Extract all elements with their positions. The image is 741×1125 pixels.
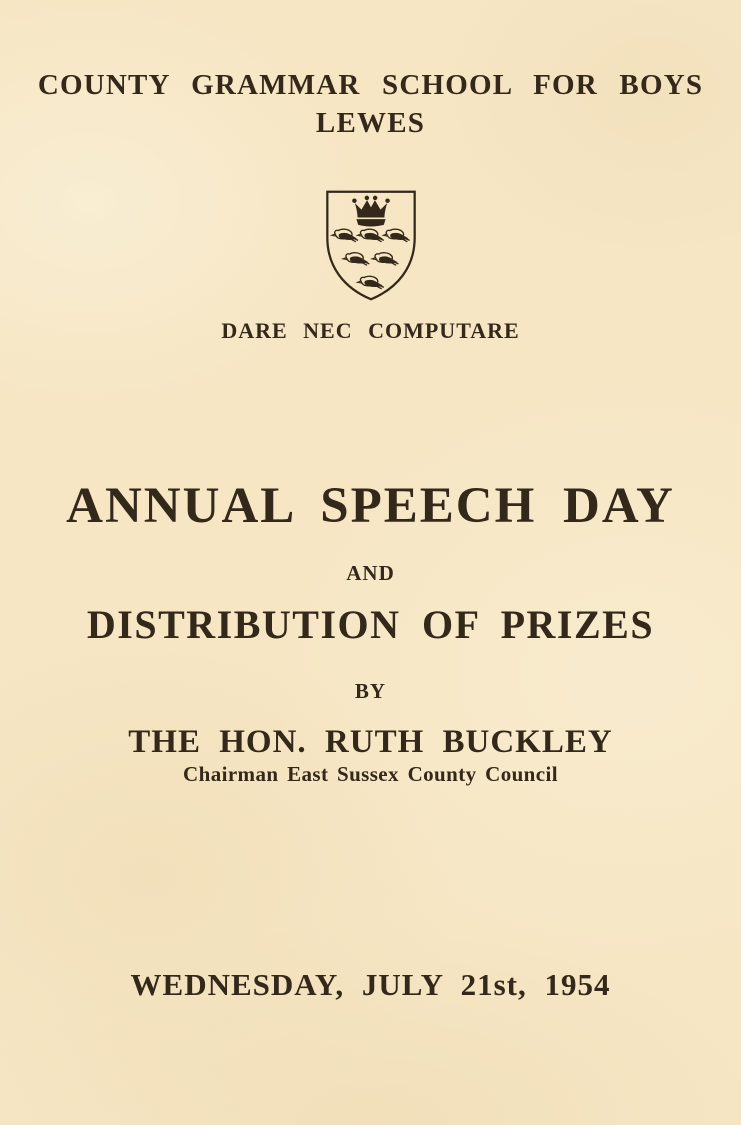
martlet-icon <box>357 229 383 242</box>
martlet-icon <box>372 253 398 266</box>
speaker-title: Chairman East Sussex County Council <box>183 762 558 786</box>
crown-icon <box>352 196 390 227</box>
by-label: BY <box>354 679 387 703</box>
event-title: ANNUAL SPEECH DAY <box>66 478 675 534</box>
school-name-line1: COUNTY GRAMMAR SCHOOL FOR BOYS <box>37 69 704 101</box>
school-motto: DARE NEC COMPUTARE <box>221 318 520 343</box>
school-crest-icon <box>315 186 427 310</box>
martlet-icon <box>343 253 369 266</box>
school-name-line2: LEWES <box>315 107 426 139</box>
conjunction-text: AND <box>346 561 395 585</box>
school-name <box>0 66 741 142</box>
martlet-icon <box>383 229 409 242</box>
martlet-icon <box>331 229 357 242</box>
speaker-name: THE HON. RUTH BUCKLEY <box>128 724 613 760</box>
event-date: WEDNESDAY, JULY 21st, 1954 <box>130 967 611 1002</box>
event-subtitle: DISTRIBUTION OF PRIZES <box>86 602 655 647</box>
martlet-icon <box>357 276 383 289</box>
